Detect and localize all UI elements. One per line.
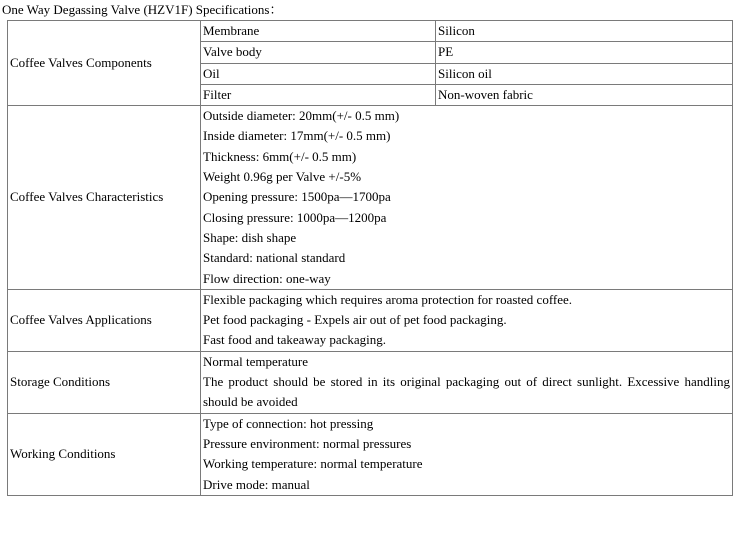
component-value: Non-woven fabric — [436, 84, 733, 105]
characteristic-line: Shape: dish shape — [203, 229, 297, 245]
working-line: Drive mode: manual — [203, 476, 310, 492]
working-line: Type of connection: hot pressing — [203, 415, 374, 431]
table-row — [8, 21, 733, 42]
storage-cell — [201, 351, 733, 413]
application-line: Fast food and takeaway packaging. — [203, 332, 387, 348]
component-key: Membrane — [201, 21, 436, 42]
characteristic-line: Outside diameter: 20mm(+/- 0.5 mm) — [203, 108, 400, 124]
characteristics-cell — [201, 106, 733, 290]
section-label-applications: Coffee Valves Applications — [8, 289, 201, 351]
characteristic-line: Closing pressure: 1000pa—1200pa — [203, 209, 387, 225]
component-value: Silicon oil — [436, 63, 733, 84]
characteristic-line: Opening pressure: 1500pa—1700pa — [203, 189, 391, 205]
table-row — [8, 289, 733, 351]
characteristic-line: Inside diameter: 17mm(+/- 0.5 mm) — [203, 128, 391, 144]
characteristic-line: Flow direction: one-way — [203, 270, 331, 286]
application-line: Pet food packaging - Expels air out of pet food packaging. — [203, 312, 507, 328]
section-label-storage: Storage Conditions — [8, 351, 201, 413]
section-label-working: Working Conditions — [8, 413, 201, 495]
component-value: PE — [436, 42, 733, 63]
table-row — [8, 351, 733, 413]
table-row — [8, 413, 733, 495]
working-line: Pressure environment: normal pressures — [203, 435, 412, 451]
component-value: Silicon — [436, 21, 733, 42]
component-key: Filter — [201, 84, 436, 105]
characteristic-line: Standard: national standard — [203, 250, 346, 266]
component-key: Oil — [201, 63, 436, 84]
characteristic-line: Thickness: 6mm(+/- 0.5 mm) — [203, 148, 357, 164]
working-cell — [201, 413, 733, 495]
table-row — [8, 106, 733, 290]
page-title: One Way Degassing Valve (HZV1F) Specifications： — [2, 2, 283, 17]
application-line: Flexible packaging which requires aroma protection for roasted coffee. — [203, 291, 573, 307]
working-line: Working temperature: normal temperature — [203, 456, 423, 472]
section-label-characteristics: Coffee Valves Characteristics — [8, 106, 201, 290]
component-key: Valve body — [201, 42, 436, 63]
storage-note: The product should be stored in its original packaging out of direct sunlight. Excessive handling should be avoided — [203, 374, 730, 410]
section-label-components: Coffee Valves Components — [8, 21, 201, 106]
specifications-table — [7, 20, 733, 496]
storage-line: Normal temperature — [203, 353, 309, 369]
applications-cell — [201, 289, 733, 351]
characteristic-line: Weight 0.96g per Valve +/-5% — [203, 169, 362, 185]
